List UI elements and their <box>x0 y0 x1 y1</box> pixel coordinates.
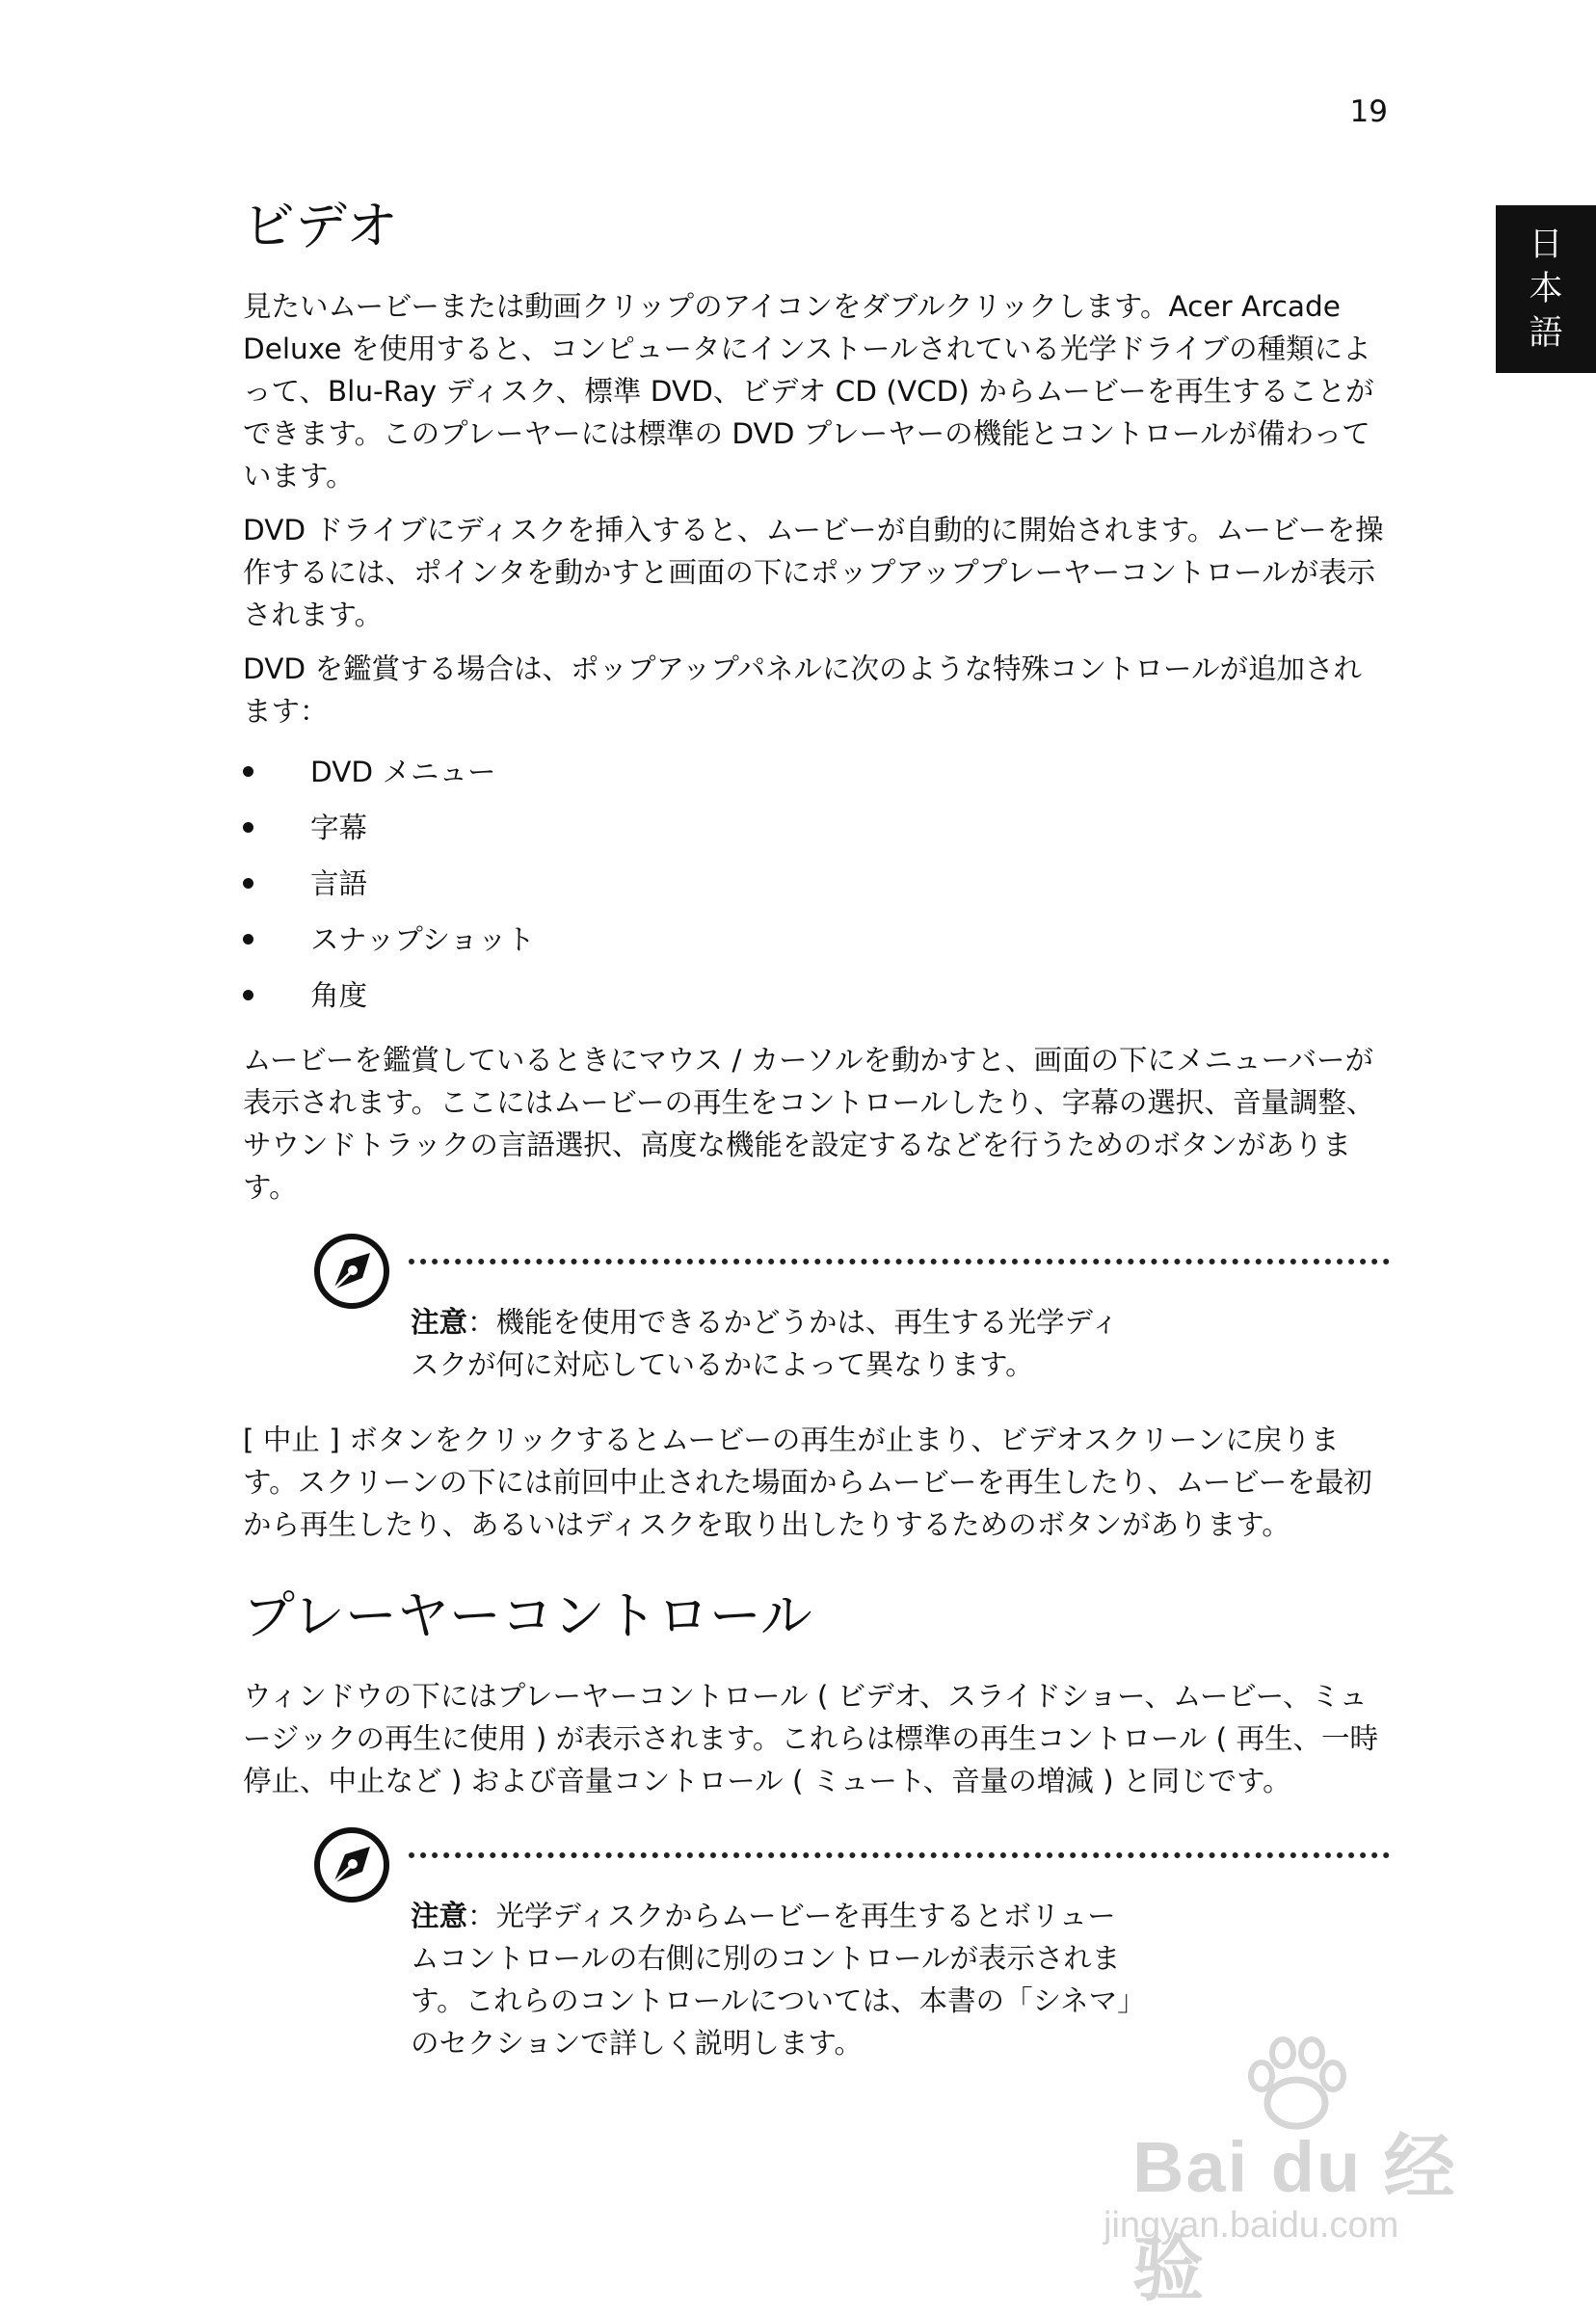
language-tab-char: 語 <box>1529 314 1563 353</box>
pen-note-icon <box>312 1825 391 1904</box>
note-divider <box>409 1852 1390 1858</box>
list-item <box>243 800 1390 856</box>
note-body: ：機能を使用できるかどうかは、再生する光学ディスクが何に対応しているかによって異なります。 <box>411 1306 1120 1381</box>
note-text <box>411 1232 1143 1386</box>
note-label: 注意 <box>411 1306 468 1339</box>
paragraph: ウィンドウの下にはプレーヤーコントロール ( ビデオ、スライドショー、ムービー、ミュージックの再生に使用 ) が表示されます。これらは標準の再生コントロール ( 再生、一時停止、中止など ) および音量コントロール ( ミュート、音量の増減 ) と同じです。 <box>243 1680 1378 1797</box>
list-item <box>243 968 1390 1024</box>
list-item-label: 言語 <box>310 867 368 900</box>
list-item <box>243 744 1390 800</box>
language-tab-char: 日 <box>1529 226 1563 264</box>
note-body: ：光学ディスクからムービーを再生するとボリュームコントロールの右側に別のコントロールが表示されます。これらのコントロールについては、本書の「シネマ」のセクションで詳しく説明します。 <box>411 1900 1131 2060</box>
section-title-player-controls: プレーヤーコントロール <box>243 1585 812 1646</box>
bullet-list <box>243 744 1390 1024</box>
bullet-icon <box>243 766 253 777</box>
section-title-video: ビデオ <box>243 196 398 256</box>
page-number: 19 <box>1349 94 1388 129</box>
note-label: 注意 <box>411 1900 468 1932</box>
bullet-icon <box>243 990 253 1000</box>
note-box <box>243 1825 1390 2064</box>
watermark-brand: Bai du 经验 <box>1132 2127 1457 2309</box>
language-tab-char: 本 <box>1529 270 1563 308</box>
paragraph: [ 中止 ] ボタンをクリックするとムービーの再生が止まり、ビデオスクリーンに戻ります。スクリーンの下には前回中止された場面からムービーを再生したり、ムービーを最初から再生したり、あるいはディスクを取り出したりするためのボタンがあります。 <box>243 1424 1372 1541</box>
note-text <box>411 1825 1143 2064</box>
note-box <box>243 1232 1390 1386</box>
list-item-label: DVD メニュー <box>310 756 496 788</box>
bullet-icon <box>243 822 253 833</box>
paragraph: DVD ドライブにディスクを挿入すると、ムービーが自動的に開始されます。ムービーを操作するには、ポインタを動かすと画面の下にポップアッププレーヤーコントロールが表示されます。 <box>243 514 1384 631</box>
bullet-icon <box>243 878 253 889</box>
bullet-icon <box>243 934 253 945</box>
paragraph: ムービーを鑑賞しているときにマウス / カーソルを動かすと、画面の下にメニューバーが表示されます。ここにはムービーの再生をコントロールしたり、字幕の選択、音量調整、サウンドトラックの言語選択、高度な機能を設定するなどを行うためのボタンがあります。 <box>243 1044 1375 1204</box>
paragraph: DVD を鑑賞する場合は、ポップアップパネルに次のような特殊コントロールが追加されます： <box>243 652 1362 728</box>
watermark-url: jingyan.baidu.com <box>1104 2205 1399 2246</box>
page-content <box>243 193 1390 2097</box>
list-item-label: スナップショット <box>310 923 536 956</box>
list-item-label: 字幕 <box>310 812 368 844</box>
note-divider <box>409 1259 1390 1264</box>
paragraph: 見たいムービーまたは動画クリップのアイコンをダブルクリックします。Acer Arcade Deluxe を使用すると、コンピュータにインストールされている光学ドライブの種類によって、Blu-Ray ディスク、標準 DVD、ビデオ CD (VCD) からムービーを再生することができます。このプレーヤーには標準の DVD プレーヤーの機能とコントロールが備わっています。 <box>243 290 1374 492</box>
baidu-watermark <box>1094 2072 1499 2309</box>
list-item <box>243 912 1390 968</box>
language-tab <box>1496 205 1596 373</box>
list-item-label: 角度 <box>310 979 368 1012</box>
pen-note-icon <box>312 1232 391 1311</box>
list-item <box>243 856 1390 912</box>
